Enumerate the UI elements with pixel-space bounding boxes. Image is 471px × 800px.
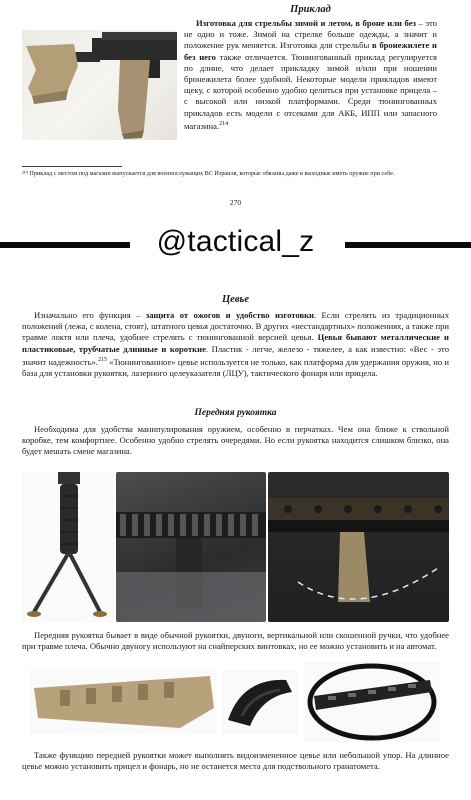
channel-watermark: @tactical_z [0, 225, 471, 259]
mlok-rail-photo [304, 662, 440, 742]
footnote-divider [22, 166, 122, 167]
text-run: . Если стрелять из традиционных положений (лежа, с колена, стоят), штатного цевья достаточно. В других «нестандартных» положениях, а также при травме локтя или плеча, удобнее стрелять с тюнингованной версией цевья. [22, 310, 449, 343]
footnote-text: ²¹⁴ Приклад с местом под магазин выпускается для военнослужащих ВС Израиля, которые обязаны даже в выходные иметь оружие при себе. [22, 170, 395, 177]
bottom-book-page [0, 290, 471, 800]
section-heading-foregrip: Передняя рукоятка [194, 408, 277, 418]
stock-paragraph [184, 18, 437, 132]
bold-phrase: в бронежилете и без него [184, 40, 437, 62]
footnote-ref: 214 [219, 120, 229, 127]
foregrip-types-paragraph: Передняя рукоятка бывает в виде обычной рукоятки, двуноги, вертикальной или скошенной ручки, что удобнее при травме плеча. Обычно двуногу используют на снайперских винтовках, но ее можно установить и на автомат. [22, 630, 449, 652]
page-number: 270 [229, 198, 242, 207]
handstop-paragraph: Также функцию передней рукоятки может выполнять видоизмененное цевье или небольшой упор. На длинное цевье можно установить прицел и фонарь, но не останется места для подствольного гранатомета. [22, 750, 449, 772]
tan-handguard-photo [30, 668, 216, 734]
section-heading-handguard: Цевье [222, 294, 249, 305]
vertical-grip-photo [268, 472, 449, 622]
top-book-page [0, 0, 471, 215]
text-run: Изначально его функция – [34, 310, 146, 320]
rifle-stock-photo [22, 30, 177, 140]
bold-phrase: Цевья бывают металлические и пластиковые, трубчатые длинные и короткие [22, 332, 450, 354]
text-run: – это не одно и тоже. Зимой на стрелке больше одежды, а значит и положение рук меняется. Изготовка для стрельбы [184, 18, 437, 51]
text-run: «Тюнингованное» цевье используется не только, как платформа для удержания оружия, но и база для установки рукоятки, лазерного целеуказателя (ЛЦУ), тактического фонаря или прицела. [22, 356, 449, 378]
bold-phrase: Изготовка для стрельбы зимой и летом, в броне или без [196, 18, 416, 28]
hand-stop-photo [222, 670, 298, 734]
footnote-ref: 215 [97, 356, 107, 363]
watermark-band [0, 220, 471, 268]
handguard-paragraph [22, 310, 449, 379]
rail-handguard-photo [116, 472, 266, 622]
section-heading-stock: Приклад [290, 4, 331, 15]
bipod-grip-photo [22, 472, 114, 622]
bold-phrase: защита от ожогов и удобство изготовки [145, 310, 314, 320]
text-run: также отличается. Тюнингованный приклад регулируется по длине, что делает прикладку зимой и/или при ношении бронежилета более удобной. Некоторые модели прикладов имеют щеку, с которой особенно удобно целиться при установке прицела – с высокой или низкой платформами. Среди тюнингованных прикладов есть модели с отсеками для АКБ, ИПП или запасного магазина. [184, 51, 437, 131]
foregrip-paragraph: Необходима для удобства манипулирования оружием, особенно в перчатках. Чем она ближе к ствольной коробке, тем комфортнее. Особенно удобно стрелять очередями. Но если рукоятка находится слишком близко, она будет мешать смене магазина. [22, 424, 449, 457]
text-run: . Пластик - легче, железо - тяжелее, а как известно: «Вес - это значит надежность». [22, 343, 449, 367]
rifle-stock-illustration [22, 30, 177, 140]
